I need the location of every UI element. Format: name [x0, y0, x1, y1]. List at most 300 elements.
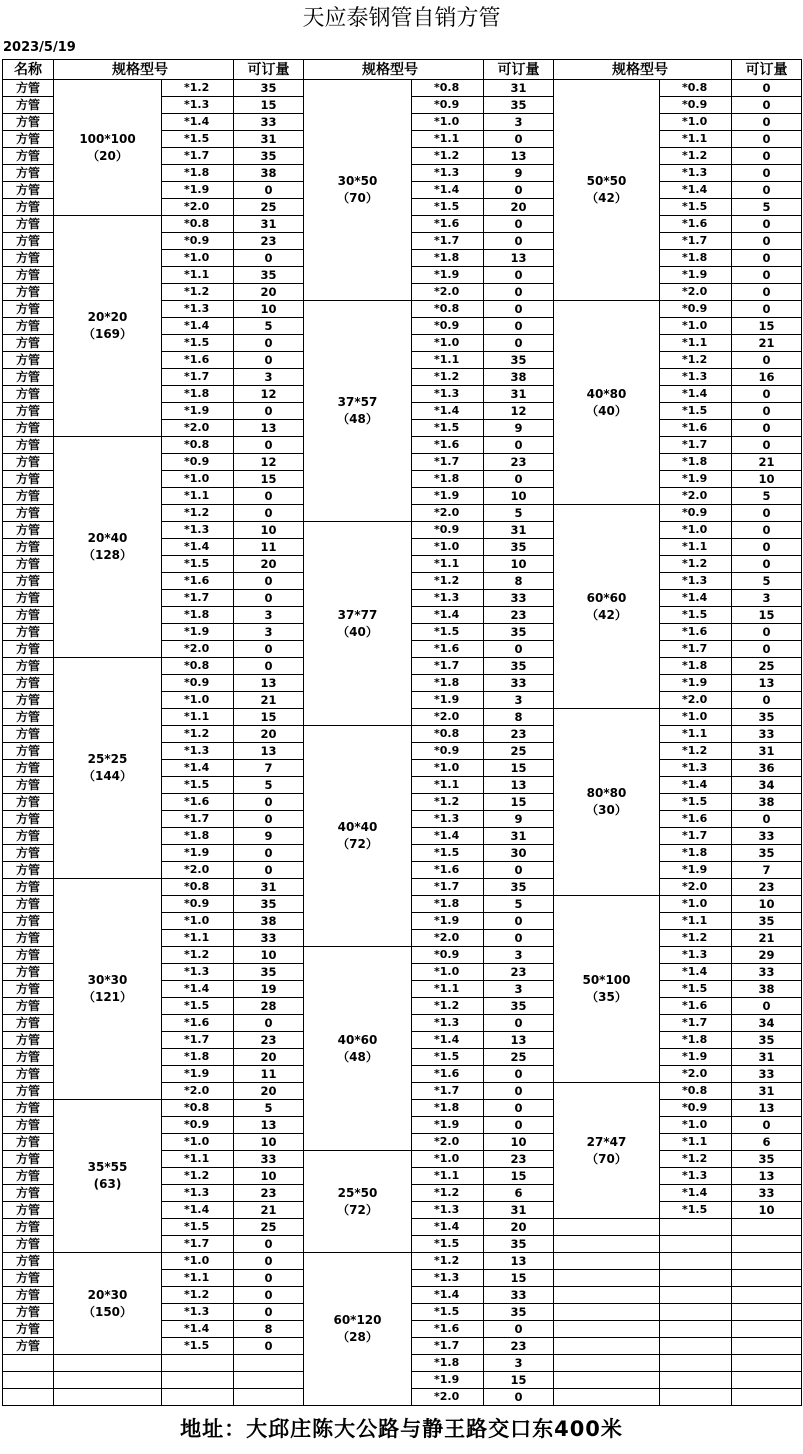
row-name-cell: 方管	[3, 692, 54, 709]
quantity-cell	[234, 1372, 304, 1389]
row-name-cell: 方管	[3, 743, 54, 760]
row-name-cell: 方管	[3, 250, 54, 267]
spec-group-cell	[54, 216, 162, 437]
thickness-cell: *1.2	[660, 930, 732, 947]
spec-size: 20*20	[87, 310, 128, 324]
thickness-cell	[660, 1219, 732, 1236]
quantity-cell: 0	[732, 539, 802, 556]
thickness-cell: *1.6	[162, 573, 234, 590]
thickness-cell: *1.1	[660, 726, 732, 743]
quantity-cell	[732, 1304, 802, 1321]
quantity-cell: 35	[234, 148, 304, 165]
thickness-cell: *1.4	[162, 114, 234, 131]
quantity-cell	[234, 1389, 304, 1406]
row-name-cell: 方管	[3, 913, 54, 930]
quantity-cell: 13	[234, 675, 304, 692]
quantity-cell: 0	[234, 488, 304, 505]
thickness-cell: *0.8	[412, 726, 484, 743]
thickness-cell: *1.6	[162, 352, 234, 369]
quantity-cell: 13	[234, 743, 304, 760]
thickness-cell: *1.1	[660, 335, 732, 352]
quantity-cell: 0	[234, 845, 304, 862]
quantity-cell: 25	[732, 658, 802, 675]
row-name-cell: 方管	[3, 777, 54, 794]
thickness-cell: *1.8	[162, 828, 234, 845]
quantity-cell: 20	[484, 1219, 554, 1236]
thickness-cell: *1.7	[660, 437, 732, 454]
row-name-cell: 方管	[3, 879, 54, 896]
thickness-cell: *1.1	[412, 352, 484, 369]
spec-group-cell	[54, 658, 162, 879]
row-name-cell: 方管	[3, 505, 54, 522]
thickness-cell: *0.9	[412, 318, 484, 335]
quantity-cell: 10	[484, 1134, 554, 1151]
quantity-cell: 7	[732, 862, 802, 879]
quantity-cell: 38	[484, 369, 554, 386]
quantity-cell: 12	[234, 454, 304, 471]
row-name-cell: 方管	[3, 1117, 54, 1134]
quantity-cell: 0	[234, 811, 304, 828]
row-name-cell: 方管	[3, 760, 54, 777]
thickness-cell: *1.4	[162, 981, 234, 998]
thickness-cell: *1.8	[412, 1100, 484, 1117]
thickness-cell: *1.9	[660, 471, 732, 488]
quantity-cell: 15	[484, 794, 554, 811]
thickness-cell: *1.9	[412, 1372, 484, 1389]
quantity-cell: 31	[484, 522, 554, 539]
quantity-cell: 13	[484, 777, 554, 794]
quantity-cell: 0	[484, 1321, 554, 1338]
quantity-cell: 0	[484, 233, 554, 250]
thickness-cell: *1.9	[412, 1117, 484, 1134]
row-name-cell	[3, 1355, 54, 1372]
thickness-cell: *1.8	[412, 250, 484, 267]
quantity-cell: 0	[234, 1270, 304, 1287]
thickness-cell: *1.5	[162, 998, 234, 1015]
quantity-cell: 9	[484, 811, 554, 828]
quantity-cell: 20	[234, 556, 304, 573]
thickness-cell: *1.8	[660, 1032, 732, 1049]
quantity-cell: 31	[484, 80, 554, 97]
thickness-cell: *1.3	[162, 964, 234, 981]
quantity-cell: 0	[732, 131, 802, 148]
quantity-cell: 9	[234, 828, 304, 845]
empty-cell	[554, 1287, 660, 1304]
quantity-cell: 34	[732, 777, 802, 794]
thickness-cell: *2.0	[660, 692, 732, 709]
row-name-cell: 方管	[3, 267, 54, 284]
quantity-cell: 23	[234, 1185, 304, 1202]
quantity-cell: 11	[234, 1066, 304, 1083]
thickness-cell: *1.6	[660, 420, 732, 437]
row-name-cell: 方管	[3, 1321, 54, 1338]
thickness-cell: *1.5	[162, 777, 234, 794]
empty-cell	[554, 1253, 660, 1270]
quantity-cell: 38	[732, 981, 802, 998]
thickness-cell: *1.5	[412, 1304, 484, 1321]
thickness-cell: *1.3	[660, 165, 732, 182]
quantity-cell: 31	[234, 216, 304, 233]
thickness-cell: *1.0	[660, 896, 732, 913]
quantity-cell: 0	[484, 641, 554, 658]
quantity-cell	[732, 1321, 802, 1338]
thickness-cell: *1.6	[660, 624, 732, 641]
thickness-cell: *1.5	[412, 1236, 484, 1253]
quantity-cell: 23	[484, 1338, 554, 1355]
thickness-cell: *0.8	[162, 216, 234, 233]
thickness-cell: *1.4	[412, 182, 484, 199]
quantity-cell: 9	[484, 165, 554, 182]
spec-total: （70）	[586, 1151, 627, 1166]
thickness-cell: *1.4	[412, 828, 484, 845]
quantity-cell: 0	[484, 1066, 554, 1083]
thickness-cell: *1.8	[660, 658, 732, 675]
quantity-cell: 13	[484, 1032, 554, 1049]
quantity-cell: 0	[732, 114, 802, 131]
thickness-cell: *1.4	[412, 1219, 484, 1236]
thickness-cell: *2.0	[412, 284, 484, 301]
quantity-cell: 35	[732, 1032, 802, 1049]
row-name-cell: 方管	[3, 1236, 54, 1253]
quantity-cell: 0	[484, 1100, 554, 1117]
thickness-cell: *1.7	[162, 369, 234, 386]
quantity-cell: 23	[484, 607, 554, 624]
thickness-cell: *0.9	[660, 1100, 732, 1117]
thickness-cell: *1.2	[162, 947, 234, 964]
spec-size: 20*40	[87, 531, 128, 545]
thickness-cell: *1.8	[162, 1049, 234, 1066]
thickness-cell: *1.9	[660, 1049, 732, 1066]
thickness-cell	[660, 1321, 732, 1338]
thickness-cell: *1.7	[412, 454, 484, 471]
row-name-cell: 方管	[3, 1304, 54, 1321]
quantity-cell: 0	[484, 1389, 554, 1406]
thickness-cell: *1.0	[660, 318, 732, 335]
header-name: 名称	[3, 60, 54, 80]
quantity-cell: 20	[234, 284, 304, 301]
spec-group-cell	[554, 301, 660, 505]
header-spec: 规格型号	[54, 60, 234, 80]
thickness-cell: *1.4	[412, 1032, 484, 1049]
row-name-cell: 方管	[3, 658, 54, 675]
thickness-cell: *2.0	[412, 505, 484, 522]
thickness-cell: *1.9	[162, 182, 234, 199]
thickness-cell: *0.9	[412, 97, 484, 114]
quantity-cell: 8	[484, 709, 554, 726]
quantity-cell: 13	[732, 675, 802, 692]
row-name-cell: 方管	[3, 964, 54, 981]
thickness-cell: *1.9	[660, 862, 732, 879]
quantity-cell: 3	[234, 369, 304, 386]
row-name-cell: 方管	[3, 522, 54, 539]
quantity-cell: 0	[234, 403, 304, 420]
quantity-cell: 38	[234, 913, 304, 930]
row-name-cell: 方管	[3, 794, 54, 811]
thickness-cell: *2.0	[660, 1066, 732, 1083]
thickness-cell: *1.5	[660, 794, 732, 811]
thickness-cell: *1.3	[412, 386, 484, 403]
spec-group-cell	[54, 80, 162, 216]
quantity-cell: 0	[234, 250, 304, 267]
thickness-cell: *0.8	[162, 437, 234, 454]
row-name-cell: 方管	[3, 947, 54, 964]
spec-total: （28）	[337, 1330, 378, 1344]
quantity-cell: 0	[732, 811, 802, 828]
thickness-cell: *1.0	[660, 522, 732, 539]
row-name-cell: 方管	[3, 165, 54, 182]
thickness-cell: *2.0	[162, 1083, 234, 1100]
thickness-cell: *1.3	[660, 947, 732, 964]
quantity-cell: 0	[234, 352, 304, 369]
thickness-cell: *1.5	[162, 1338, 234, 1355]
row-name-cell	[3, 1372, 54, 1389]
thickness-cell: *1.7	[162, 590, 234, 607]
thickness-cell: *2.0	[162, 862, 234, 879]
thickness-cell: *1.6	[412, 216, 484, 233]
thickness-cell: *1.4	[660, 182, 732, 199]
quantity-cell: 31	[234, 879, 304, 896]
header-qty: 可订量	[234, 60, 304, 80]
quantity-cell	[732, 1287, 802, 1304]
thickness-cell: *1.6	[412, 1066, 484, 1083]
thickness-cell: *0.9	[162, 454, 234, 471]
quantity-cell: 0	[732, 267, 802, 284]
thickness-cell: *1.1	[162, 488, 234, 505]
spec-group-cell	[54, 1100, 162, 1253]
quantity-cell: 15	[732, 607, 802, 624]
spec-size: 37*77	[337, 607, 378, 622]
row-name-cell: 方管	[3, 80, 54, 97]
spec-group-cell	[54, 1253, 162, 1355]
row-name-cell: 方管	[3, 216, 54, 233]
spec-group-cell	[304, 947, 412, 1151]
quantity-cell: 31	[732, 1083, 802, 1100]
thickness-cell: *1.4	[660, 777, 732, 794]
quantity-cell: 20	[234, 1049, 304, 1066]
thickness-cell: *2.0	[162, 420, 234, 437]
quantity-cell: 38	[234, 165, 304, 182]
thickness-cell	[162, 1389, 234, 1406]
thickness-cell: *1.7	[412, 1338, 484, 1355]
thickness-cell: *1.7	[162, 1032, 234, 1049]
thickness-cell: *1.3	[412, 1270, 484, 1287]
thickness-cell: *1.2	[412, 369, 484, 386]
thickness-cell	[162, 1355, 234, 1372]
thickness-cell: *1.6	[412, 862, 484, 879]
quantity-cell: 38	[732, 794, 802, 811]
thickness-cell: *1.0	[660, 1117, 732, 1134]
thickness-cell: *1.5	[162, 335, 234, 352]
sheet-date: 2023/5/19	[3, 40, 76, 55]
thickness-cell: *1.7	[412, 658, 484, 675]
thickness-cell: *1.0	[162, 250, 234, 267]
quantity-cell: 31	[234, 131, 304, 148]
quantity-cell: 0	[732, 301, 802, 318]
quantity-cell: 10	[234, 947, 304, 964]
quantity-cell: 0	[484, 284, 554, 301]
thickness-cell: *1.2	[660, 556, 732, 573]
quantity-cell: 25	[484, 1049, 554, 1066]
quantity-cell: 12	[234, 386, 304, 403]
thickness-cell: *1.1	[660, 131, 732, 148]
quantity-cell: 13	[234, 420, 304, 437]
thickness-cell: *1.5	[412, 1049, 484, 1066]
quantity-cell: 19	[234, 981, 304, 998]
spec-group-cell	[554, 1083, 660, 1219]
row-name-cell: 方管	[3, 1168, 54, 1185]
quantity-cell: 8	[234, 1321, 304, 1338]
thickness-cell: *1.1	[412, 1168, 484, 1185]
thickness-cell: *1.0	[412, 760, 484, 777]
quantity-cell: 10	[234, 522, 304, 539]
thickness-cell: *0.8	[660, 1083, 732, 1100]
thickness-cell: *1.2	[412, 573, 484, 590]
thickness-cell: *1.3	[162, 522, 234, 539]
quantity-cell: 30	[484, 845, 554, 862]
thickness-cell: *2.0	[412, 1389, 484, 1406]
quantity-cell: 0	[484, 471, 554, 488]
quantity-cell: 0	[234, 794, 304, 811]
thickness-cell: *1.1	[660, 539, 732, 556]
quantity-cell: 12	[484, 403, 554, 420]
spec-total: （30）	[586, 803, 627, 817]
thickness-cell: *1.6	[660, 811, 732, 828]
spec-total: （48）	[337, 412, 378, 426]
row-name-cell: 方管	[3, 896, 54, 913]
thickness-cell: *1.4	[162, 1321, 234, 1338]
spec-size: 50*100	[582, 973, 631, 987]
row-name-cell: 方管	[3, 1049, 54, 1066]
quantity-cell: 0	[484, 131, 554, 148]
thickness-cell: *1.9	[162, 403, 234, 420]
thickness-cell: *1.1	[162, 267, 234, 284]
quantity-cell: 35	[484, 1304, 554, 1321]
quantity-cell: 3	[484, 981, 554, 998]
quantity-cell: 0	[732, 97, 802, 114]
row-name-cell: 方管	[3, 420, 54, 437]
row-name-cell: 方管	[3, 845, 54, 862]
quantity-cell: 0	[234, 437, 304, 454]
spec-size: 30*30	[87, 973, 128, 987]
row-name-cell: 方管	[3, 97, 54, 114]
row-name-cell: 方管	[3, 1270, 54, 1287]
thickness-cell: *1.0	[412, 114, 484, 131]
quantity-cell: 5	[732, 488, 802, 505]
thickness-cell: *2.0	[660, 488, 732, 505]
quantity-cell: 0	[732, 420, 802, 437]
thickness-cell: *0.8	[412, 301, 484, 318]
thickness-cell: *1.3	[162, 97, 234, 114]
spec-total: （72）	[337, 1202, 378, 1217]
quantity-cell: 5	[732, 199, 802, 216]
quantity-cell: 0	[234, 1015, 304, 1032]
quantity-cell: 0	[234, 1338, 304, 1355]
thickness-cell: *1.4	[162, 318, 234, 335]
quantity-cell: 0	[732, 624, 802, 641]
thickness-cell: *1.2	[162, 284, 234, 301]
row-name-cell: 方管	[3, 454, 54, 471]
empty-cell	[554, 1338, 660, 1355]
quantity-cell: 35	[234, 80, 304, 97]
quantity-cell: 34	[732, 1015, 802, 1032]
empty-cell	[554, 1389, 660, 1406]
spec-group-cell	[554, 896, 660, 1083]
quantity-cell: 3	[234, 607, 304, 624]
quantity-cell: 33	[234, 930, 304, 947]
thickness-cell: *1.3	[412, 590, 484, 607]
spec-size: 20*30	[87, 1287, 128, 1302]
row-name-cell: 方管	[3, 114, 54, 131]
quantity-cell: 0	[234, 182, 304, 199]
thickness-cell: *1.1	[412, 131, 484, 148]
thickness-cell: *1.8	[162, 386, 234, 403]
thickness-cell: *1.0	[660, 709, 732, 726]
spec-size: 30*50	[337, 174, 378, 188]
header-qty: 可订量	[732, 60, 802, 80]
thickness-cell: *1.2	[660, 148, 732, 165]
quantity-cell: 0	[732, 216, 802, 233]
quantity-cell	[732, 1338, 802, 1355]
row-name-cell: 方管	[3, 641, 54, 658]
quantity-cell: 23	[484, 1151, 554, 1168]
spec-size: 25*25	[87, 752, 128, 766]
thickness-cell: *1.8	[660, 250, 732, 267]
thickness-cell: *1.1	[162, 709, 234, 726]
thickness-cell: *1.5	[660, 403, 732, 420]
quantity-cell: 15	[732, 318, 802, 335]
quantity-cell: 0	[484, 913, 554, 930]
row-name-cell: 方管	[3, 1185, 54, 1202]
quantity-cell: 35	[484, 97, 554, 114]
row-name-cell: 方管	[3, 386, 54, 403]
quantity-cell: 6	[732, 1134, 802, 1151]
thickness-cell: *1.0	[162, 471, 234, 488]
quantity-cell: 0	[484, 182, 554, 199]
quantity-cell: 0	[732, 556, 802, 573]
quantity-cell: 0	[234, 590, 304, 607]
quantity-cell: 0	[732, 165, 802, 182]
thickness-cell: *0.9	[162, 1117, 234, 1134]
quantity-cell: 33	[732, 964, 802, 981]
thickness-cell: *1.2	[162, 726, 234, 743]
quantity-cell: 13	[732, 1100, 802, 1117]
spec-size: 80*80	[586, 786, 627, 800]
thickness-cell: *0.9	[660, 505, 732, 522]
quantity-cell: 33	[732, 1066, 802, 1083]
thickness-cell: *1.3	[412, 165, 484, 182]
thickness-cell: *1.6	[660, 216, 732, 233]
thickness-cell: *2.0	[660, 284, 732, 301]
quantity-cell: 10	[732, 471, 802, 488]
quantity-cell: 0	[732, 437, 802, 454]
quantity-cell: 25	[484, 743, 554, 760]
row-name-cell	[3, 1389, 54, 1406]
thickness-cell: *1.0	[660, 114, 732, 131]
quantity-cell: 29	[732, 947, 802, 964]
thickness-cell: *0.9	[412, 947, 484, 964]
thickness-cell: *1.4	[412, 1287, 484, 1304]
quantity-cell: 20	[484, 199, 554, 216]
quantity-cell: 8	[484, 573, 554, 590]
quantity-cell: 0	[484, 1083, 554, 1100]
row-name-cell: 方管	[3, 199, 54, 216]
thickness-cell: *1.5	[412, 420, 484, 437]
quantity-cell: 0	[484, 862, 554, 879]
thickness-cell: *1.7	[660, 641, 732, 658]
inventory-table	[2, 59, 802, 1406]
thickness-cell: *1.3	[412, 1202, 484, 1219]
row-name-cell: 方管	[3, 1253, 54, 1270]
